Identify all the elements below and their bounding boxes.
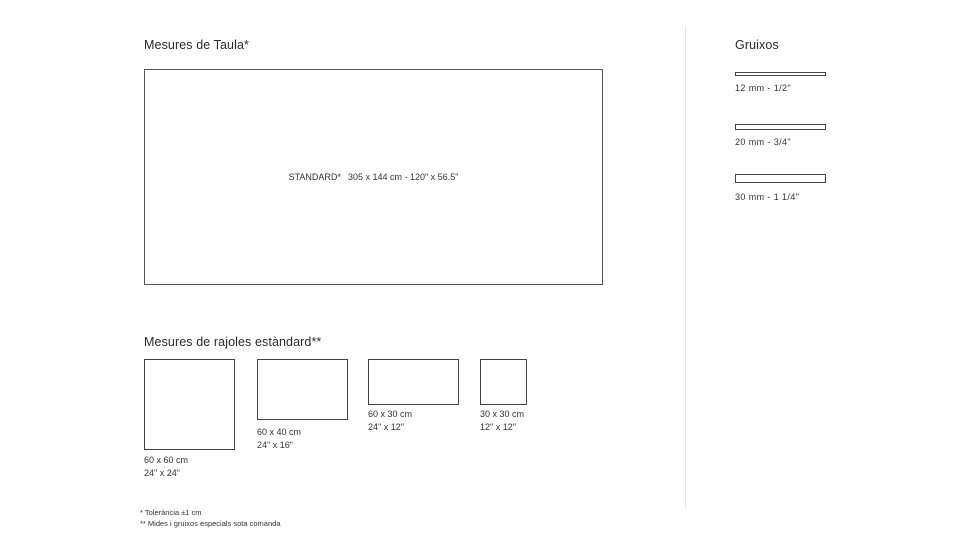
thickness-label-20mm: 20 mm - 3/4": [735, 137, 792, 147]
tiles-section-title: Mesures de rajoles estàndard**: [144, 335, 322, 349]
slab-section-title: Mesures de Taula*: [144, 38, 250, 52]
tile-30x30-outline: [480, 359, 527, 405]
tile-size-cm: 60 x 30 cm: [368, 409, 413, 419]
thickness-label-30mm: 30 mm - 1 1/4": [735, 192, 800, 202]
tile-size-in: 24" x 16": [257, 439, 293, 450]
slab-caption: [144, 172, 603, 182]
footnote-tolerance: * Tolerància ±1 cm: [140, 508, 202, 517]
tile-60x40-outline: [257, 359, 348, 420]
thickness-section-title: Gruixos: [735, 38, 779, 52]
tile-size-cm: 60 x 60 cm: [144, 455, 189, 465]
tile-size-cm: 30 x 30 cm: [480, 409, 525, 419]
tile-60x40-label: [257, 426, 301, 451]
tile-60x30-outline: [368, 359, 459, 405]
thickness-label-12mm: 12 mm - 1/2": [735, 83, 792, 93]
tile-size-cm: 60 x 40 cm: [257, 427, 302, 437]
thickness-bar-30mm: [735, 174, 826, 183]
tile-60x60-outline: [144, 359, 235, 450]
vertical-divider: [685, 26, 686, 508]
thickness-bar-20mm: [735, 124, 826, 130]
thickness-bar-12mm: [735, 72, 826, 76]
tile-size-in: 12" x 12": [480, 421, 516, 432]
tile-30x30-label: [480, 408, 524, 433]
slab-size-label: 305 x 144 cm - 120" x 56.5": [347, 172, 459, 182]
tile-size-in: 24" x 12": [368, 421, 404, 432]
tile-size-in: 24" x 24": [144, 467, 180, 478]
tile-60x60-label: [144, 454, 188, 479]
slab-standard-label: STANDARD*: [288, 172, 341, 182]
footnote-special-sizes: ** Mides i gruixos especials sota comanda: [140, 519, 281, 528]
tile-60x30-label: [368, 408, 412, 433]
